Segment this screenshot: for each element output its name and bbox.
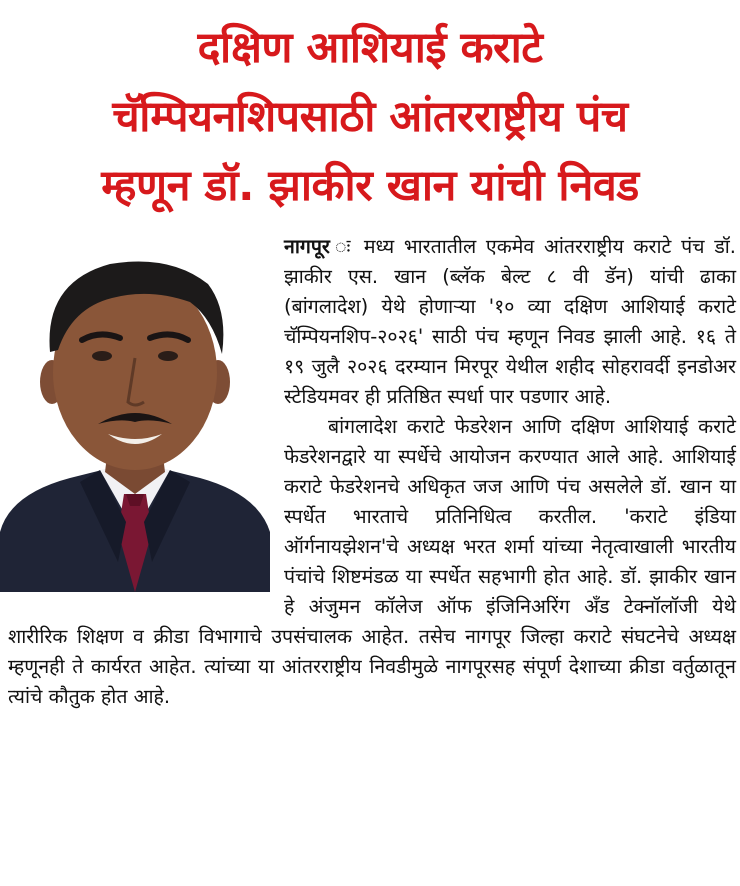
dateline-separator: ः <box>329 235 364 258</box>
article-dateline: नागपूर <box>284 235 330 258</box>
headline-line-2: चॅम्पियनशिपसाठी आंतरराष्ट्रीय पंच <box>112 92 628 142</box>
portrait-photo <box>0 232 270 592</box>
article-paragraph-2: बांगलादेश कराटे फेडरेशन आणि दक्षिण आशियाई कराटे फेडरेशनद्वारे या स्पर्धेचे आयोजन करण्यात आले आहे. आशियाई कराटे फेडरेशनचे अधिकृत जज आणि पंच असलेले डॉ. खान या स्पर्धेत भारताचे प्रतिनिधित्व करतील. 'कराटे इंडिया ऑर्गनायझेशन'चे अध्यक्ष भरत शर्मा यांच्या नेतृत्वाखाली भारतीय पंचांचे शिष्टमंडळ या स्पर्धेत सहभागी होत आहे. डॉ. झाकीर खान हे अंजुमन कॉलेज ऑफ इंजिनिअरिंग अँड टेक्नॉलॉजी येथे शारीरिक शिक्षण व क्रीडा विभागाचे उपसंचालक आहेत. तसेच नागपूर जिल्हा कराटे संघटनेचे अध्यक्ष म्हणूनही ते कार्यरत आहेत. त्यांच्या या आंतरराष्ट्रीय निवडीमुळे नागपूरसह संपूर्ण देशाच्या क्रीडा वर्तुळातून त्यांचे कौतुक होत आहे. <box>8 415 736 708</box>
headline <box>8 14 732 221</box>
headline-line-1: दक्षिण आशियाई कराटे <box>197 23 543 73</box>
article-body <box>8 232 736 882</box>
headline-line-3: म्हणून डॉ. झाकीर खान यांची निवड <box>101 161 639 211</box>
article-paragraph-1-text: मध्य भारतातील एकमेव आंतरराष्ट्रीय कराटे पंच डॉ. झाकीर एस. खान (ब्लॅक बेल्ट ८ वी डॅन) यांची ढाका (बांगलादेश) येथे होणाऱ्या '१० व्या दक्षिण आशियाई कराटे चॅम्पियनशिप-२०२६' साठी पंच म्हणून निवड झाली आहे. १६ ते १९ जुलै २०२६ दरम्यान मिरपूर येथील शहीद सोहरावर्दी इनडोअर स्टेडियमवर ही प्रतिष्ठित स्पर्धा पार पडणार आहे. <box>284 235 736 408</box>
